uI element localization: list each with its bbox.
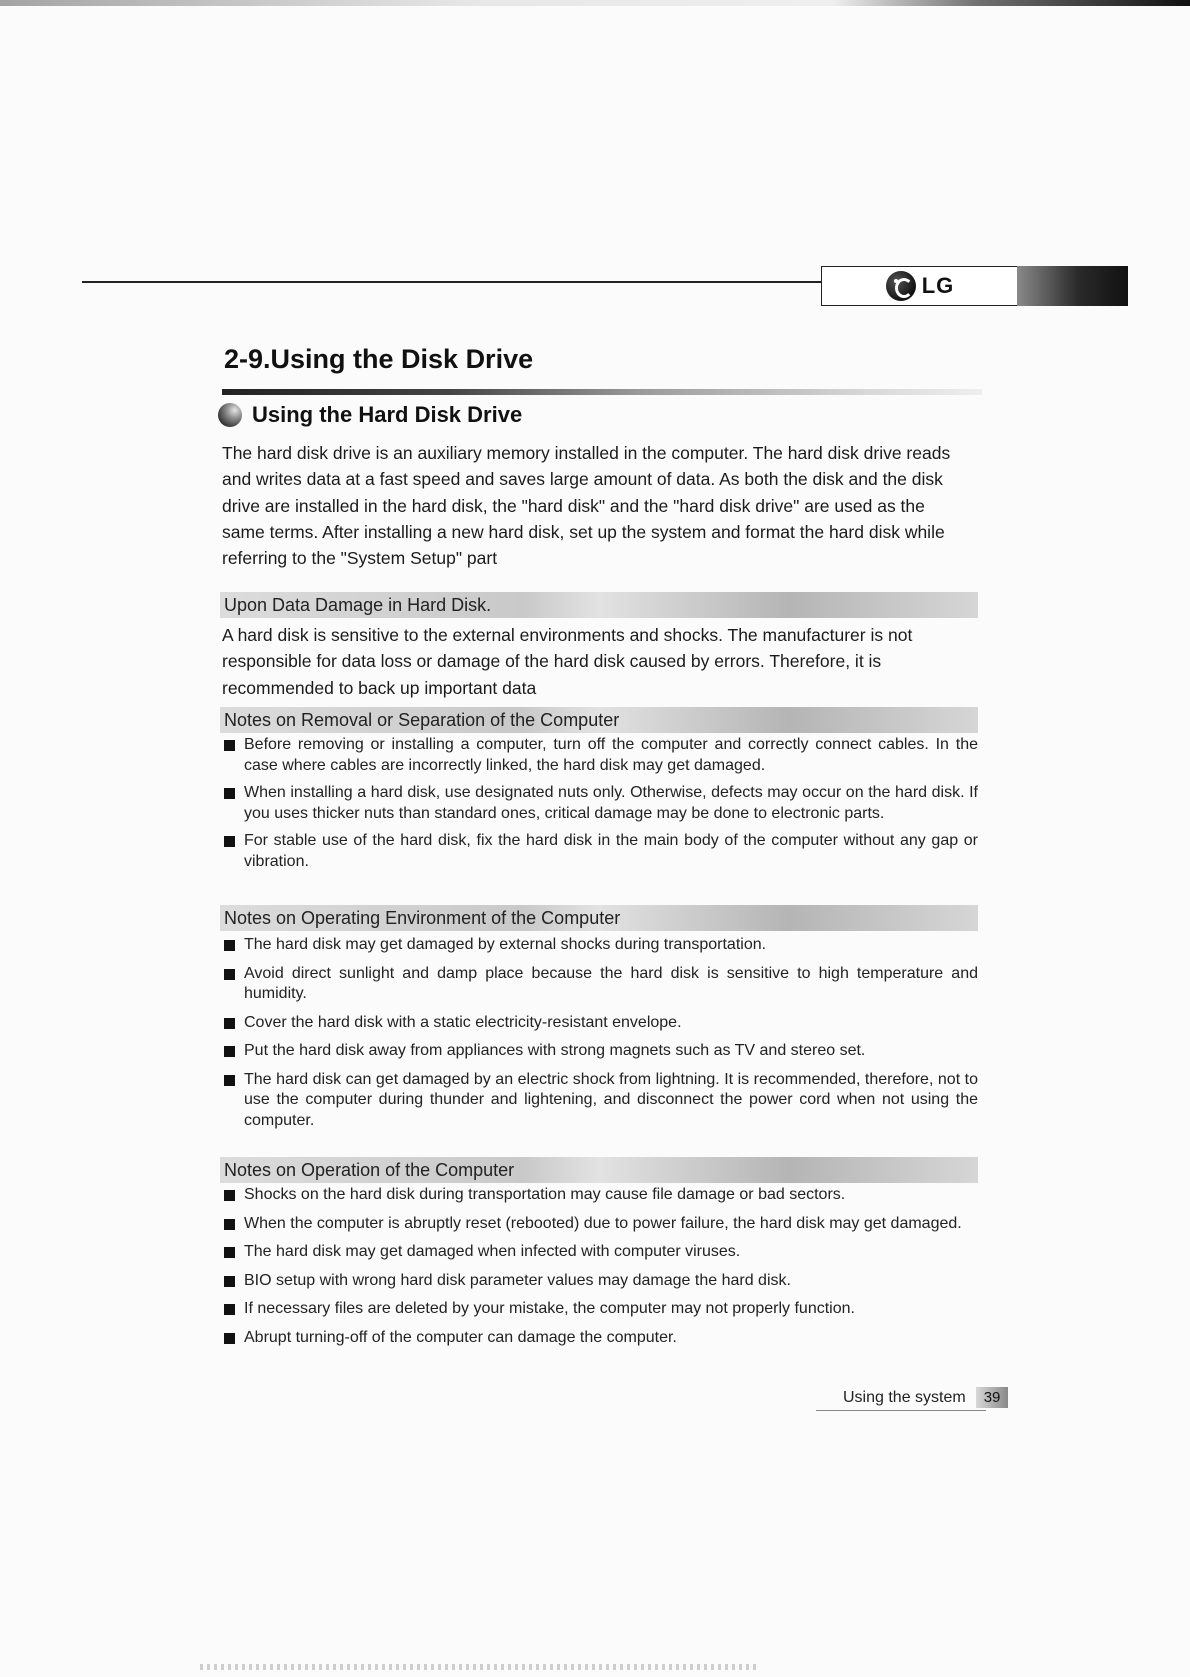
- list-item: Shocks on the hard disk during transportation may cause file damage or bad sectors.: [222, 1185, 978, 1206]
- list-item: Avoid direct sunlight and damp place because the hard disk is sensitive to high temperature and humidity.: [222, 964, 978, 1005]
- square-bullet-icon: [224, 1333, 235, 1344]
- list-item: If necessary files are deleted by your mistake, the computer may not properly function.: [222, 1299, 978, 1320]
- square-bullet-icon: [224, 1304, 235, 1315]
- header-rule: [82, 281, 822, 283]
- page-title: 2-9.Using the Disk Drive: [224, 344, 534, 374]
- square-bullet-icon: [224, 940, 235, 951]
- sphere-bullet-icon: [218, 403, 242, 427]
- square-bullet-icon: [224, 788, 235, 799]
- square-bullet-icon: [224, 1046, 235, 1057]
- list-item: Put the hard disk away from appliances with strong magnets such as TV and stereo set.: [222, 1041, 978, 1062]
- list-item: The hard disk may get damaged by external shocks during transportation.: [222, 935, 978, 956]
- list-item: The hard disk may get damaged when infected with computer viruses.: [222, 1242, 978, 1263]
- square-bullet-icon: [224, 1075, 235, 1086]
- environment-list: [222, 935, 978, 1131]
- subtitle-text: Using the Hard Disk Drive: [252, 402, 523, 427]
- list-item: Before removing or installing a computer, turn off the computer and correctly connect cables. In the case where cables are incorrectly linked, the hard disk may get damaged.: [222, 735, 978, 776]
- list-item: The hard disk can get damaged by an electric shock from lightning. It is recommended, therefore, not to use the computer during thunder and lightening, and disconnect the power cord when not using the computer.: [222, 1070, 978, 1132]
- section-heading-removal: [220, 707, 978, 733]
- intro-paragraph: The hard disk drive is an auxiliary memory installed in the computer. The hard disk drive reads and writes data at a fast speed and saves large amount of data. As both the disk and the disk drive are installed in the hard disk, the "hard disk" and the "hard disk drive" are used as the same terms. After installing a new hard disk, set up the system and format the hard disk while referring to the "System Setup" part: [222, 443, 951, 569]
- list-item: When installing a hard disk, use designated nuts only. Otherwise, defects may occur on the hard disk. If you uses thicker nuts than standard ones, critical damage may be done to electronic parts.: [222, 783, 978, 824]
- section-heading-text: Notes on Operation of the Computer: [224, 1159, 515, 1180]
- list-item: BIO setup with wrong hard disk parameter values may damage the hard disk.: [222, 1271, 978, 1292]
- square-bullet-icon: [224, 740, 235, 751]
- square-bullet-icon: [224, 1219, 235, 1230]
- list-item: Abrupt turning-off of the computer can damage the computer.: [222, 1328, 978, 1349]
- page-footer: [843, 1387, 1008, 1408]
- footer-rule: [816, 1410, 986, 1411]
- scan-edge-top: [0, 0, 1190, 6]
- page-number: 39: [976, 1387, 1009, 1408]
- lg-logo-text: LG: [921, 273, 955, 298]
- subtitle: [218, 402, 522, 428]
- operation-list: [222, 1185, 978, 1348]
- section-heading-environment: [220, 905, 978, 931]
- title-underline: [222, 389, 982, 395]
- section-heading-data-damage: [220, 592, 978, 618]
- footer-section-label: Using the system: [843, 1388, 966, 1406]
- header-tab: [1017, 266, 1128, 306]
- section-heading-text: Notes on Operating Environment of the Computer: [224, 907, 621, 928]
- lg-logo: [821, 266, 1018, 306]
- data-damage-paragraph: A hard disk is sensitive to the external environments and shocks. The manufacturer is not responsible for data loss or damage of the hard disk caused by errors. Therefore, it is recommended to back up important data: [222, 625, 913, 698]
- square-bullet-icon: [224, 1276, 235, 1287]
- section-heading-operation: [220, 1157, 978, 1183]
- square-bullet-icon: [224, 1190, 235, 1201]
- section-heading-text: Upon Data Damage in Hard Disk.: [224, 594, 492, 615]
- scan-edge-bottom: [200, 1664, 760, 1670]
- square-bullet-icon: [224, 1018, 235, 1029]
- list-item: Cover the hard disk with a static electricity-resistant envelope.: [222, 1013, 978, 1034]
- lg-logo-icon: [886, 271, 916, 301]
- square-bullet-icon: [224, 969, 235, 980]
- removal-list: [222, 735, 978, 872]
- square-bullet-icon: [224, 836, 235, 847]
- list-item: When the computer is abruptly reset (rebooted) due to power failure, the hard disk may get damaged.: [222, 1214, 978, 1235]
- list-item: For stable use of the hard disk, fix the hard disk in the main body of the computer without any gap or vibration.: [222, 831, 978, 872]
- section-heading-text: Notes on Removal or Separation of the Computer: [224, 709, 620, 730]
- square-bullet-icon: [224, 1247, 235, 1258]
